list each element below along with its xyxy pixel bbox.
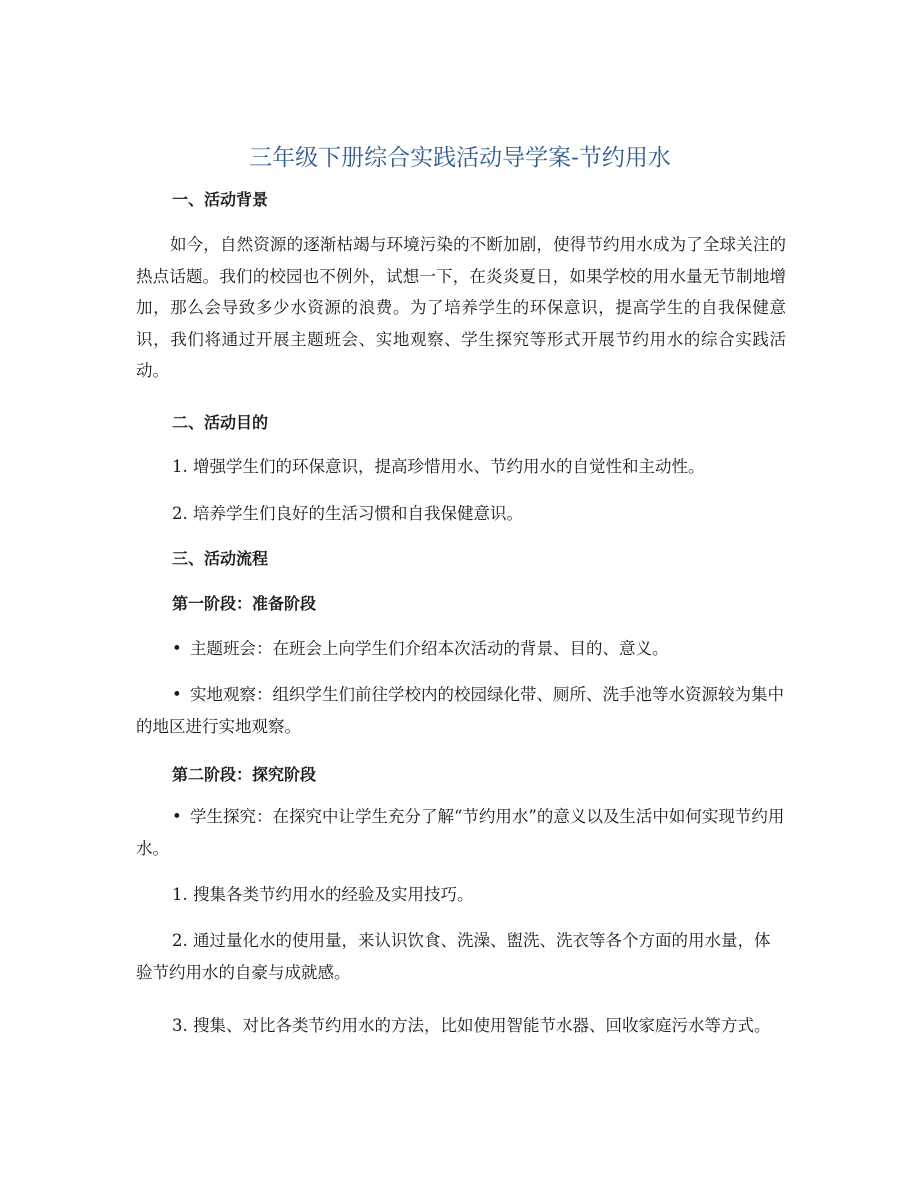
- goal-item-2: 2. 培养学生们良好的生活习惯和自我保健意识。: [172, 504, 523, 523]
- stage2-bullet-1: [136, 801, 786, 864]
- bullet-dot-icon: •: [172, 639, 182, 658]
- stage2-item-1: 1. 搜集各类节约用水的经验及实用技巧。: [172, 885, 474, 904]
- bullet-text: 主题班会：在班会上向学生们介绍本次活动的背景、目的、意义。: [190, 639, 669, 658]
- bullet-text: 学生探究：在探究中让学生充分了解“节约用水”的意义以及生活中如何实现节约用水。: [136, 807, 785, 858]
- stage1-bullet-1: [172, 637, 669, 661]
- stage1-heading: 第一阶段：准备阶段: [172, 594, 317, 613]
- document-title: 三年级下册综合实践活动导学案-节约用水: [249, 145, 671, 171]
- section-heading-goals: 二、活动目的: [172, 413, 269, 432]
- stage2-item-2: 2. 通过量化水的使用量，来认识饮食、洗澡、盥洗、洗衣等各个方面的用水量，体验节约用水的自豪与成就感。: [136, 931, 771, 982]
- stage1-bullet-2: [136, 679, 786, 742]
- stage2-heading: 第二阶段：探究阶段: [172, 765, 317, 784]
- bullet-text: 实地观察：组织学生们前往学校内的校园绿化带、厕所、洗手池等水资源较为集中的地区进行实地观察。: [136, 685, 784, 736]
- goal-item-1: 1. 增强学生们的环保意识，提高珍惜用水、节约用水的自觉性和主动性。: [172, 457, 705, 476]
- section-heading-process: 三、活动流程: [172, 549, 269, 568]
- bullet-dot-icon: •: [172, 807, 182, 826]
- bullet-dot-icon: •: [172, 685, 182, 704]
- section-heading-background: 一、活动背景: [172, 190, 269, 209]
- stage2-item-3: 3. 搜集、对比各类节约用水的方法，比如使用智能节水器、回收家庭污水等方式。: [172, 1016, 771, 1035]
- background-paragraph: 如今，自然资源的逐渐枯竭与环境污染的不断加剧，使得节约用水成为了全球关注的热点话题。我们的校园也不例外，试想一下，在炎炎夏日，如果学校的用水量无节制地增加，那么会导致多少水资源的浪费。为了培养学生的环保意识，提高学生的自我保健意识，我们将通过开展主题班会、实地观察、学生探究等形式开展节约用水的综合实践活动。: [136, 235, 786, 380]
